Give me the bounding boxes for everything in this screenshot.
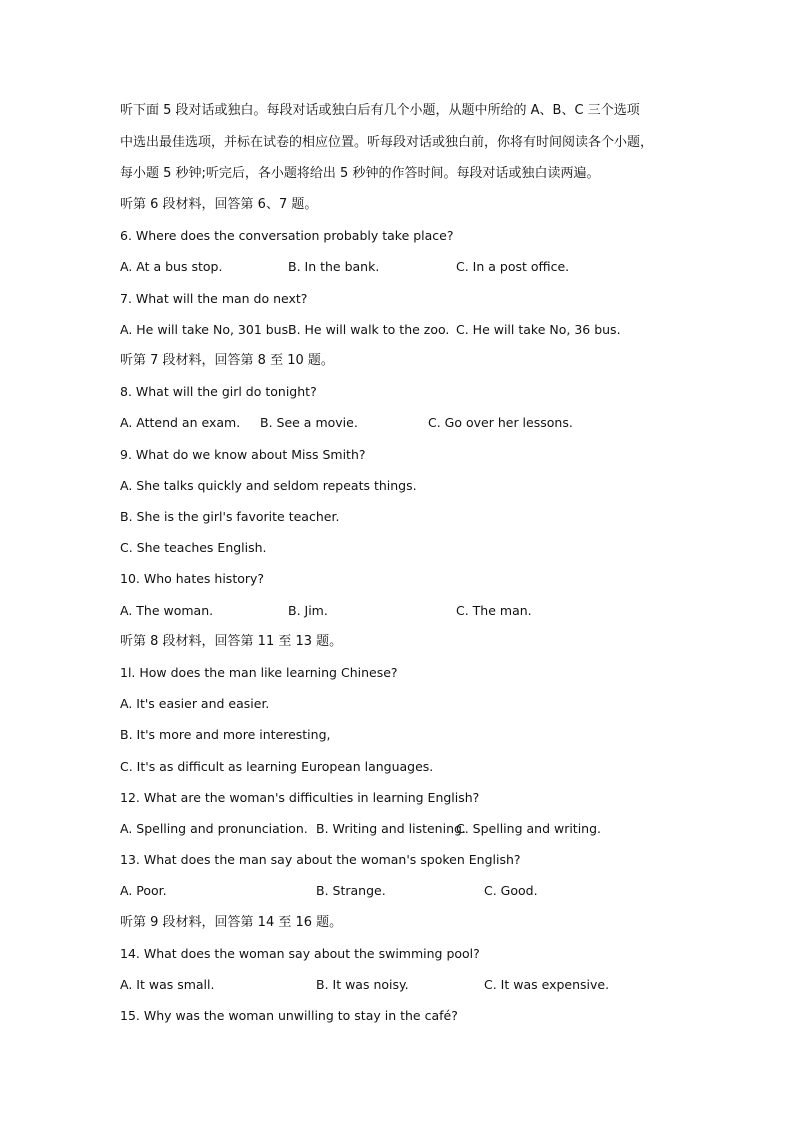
q6-option-a: A. At a bus stop. <box>120 259 223 274</box>
q14-option-c: C. It was expensive. <box>484 977 610 992</box>
question-7: 7. What will the man do next? <box>120 291 308 306</box>
q10-option-b: B. Jim. <box>288 603 328 618</box>
question-6: 6. Where does the conversation probably take place? <box>120 228 454 243</box>
q6-option-b: B. In the bank. <box>288 259 380 274</box>
q8-option-c: C. Go over her lessons. <box>428 415 573 430</box>
q8-option-a: A. Attend an exam. <box>120 415 241 430</box>
q9-option-b: B. She is the girl's favorite teacher. <box>120 509 340 524</box>
question-13: 13. What does the man say about the woman's spoken English? <box>120 852 521 867</box>
q10-option-c: C. The man. <box>456 603 532 618</box>
question-14: 14. What does the woman say about the swimming pool? <box>120 946 480 961</box>
intro-line-2: 中选出最佳选项，并标在试卷的相应位置。听每段对话或独白前，你将有时间阅读各个小题， <box>120 135 654 150</box>
q7-option-a: A. He will take No, 301 bus. <box>120 322 293 337</box>
q10-option-a: A. The woman. <box>120 603 214 618</box>
q11-option-a: A. It's easier and easier. <box>120 696 270 711</box>
q12-option-c: C. Spelling and writing. <box>456 821 602 836</box>
q12-option-a: A. Spelling and pronunciation. <box>120 821 308 836</box>
section-7-header: 听第 7 段材料，回答第 8 至 10 题。 <box>120 353 334 368</box>
question-11: 1l. How does the man like learning Chinese? <box>120 665 398 680</box>
question-8: 8. What will the girl do tonight? <box>120 384 317 399</box>
section-6-header: 听第 6 段材料，回答第 6、7 题。 <box>120 197 318 212</box>
q7-option-c: C. He will take No, 36 bus. <box>456 322 621 337</box>
q11-option-b: B. It's more and more interesting, <box>120 727 331 742</box>
intro-line-3: 每小题 5 秒钟;听完后，各小题将给出 5 秒钟的作答时间。每段对话或独白读两遍。 <box>120 166 600 181</box>
q11-option-c: C. It's as difficult as learning European languages. <box>120 759 434 774</box>
section-8-header: 听第 8 段材料，回答第 11 至 13 题。 <box>120 634 343 649</box>
question-15: 15. Why was the woman unwilling to stay in the café? <box>120 1008 458 1023</box>
q9-option-a: A. She talks quickly and seldom repeats things. <box>120 478 417 493</box>
intro-line-1: 听下面 5 段对话或独白。每段对话或独白后有几个小题，从题中所给的 A、B、C 三个选项 <box>120 103 640 118</box>
q6-option-c: C. In a post office. <box>456 259 570 274</box>
section-9-header: 听第 9 段材料，回答第 14 至 16 题。 <box>120 915 343 930</box>
q8-option-b: B. See a movie. <box>260 415 358 430</box>
q12-option-b: B. Writing and listening. <box>316 821 466 836</box>
q13-option-a: A. Poor. <box>120 883 167 898</box>
question-12: 12. What are the woman's difficulties in learning English? <box>120 790 480 805</box>
q9-option-c: C. She teaches English. <box>120 540 267 555</box>
question-10: 10. Who hates history? <box>120 571 265 586</box>
q7-option-b: B. He will walk to the zoo. <box>288 322 450 337</box>
q14-option-a: A. It was small. <box>120 977 215 992</box>
question-9: 9. What do we know about Miss Smith? <box>120 447 366 462</box>
q13-option-c: C. Good. <box>484 883 538 898</box>
q14-option-b: B. It was noisy. <box>316 977 409 992</box>
q13-option-b: B. Strange. <box>316 883 386 898</box>
